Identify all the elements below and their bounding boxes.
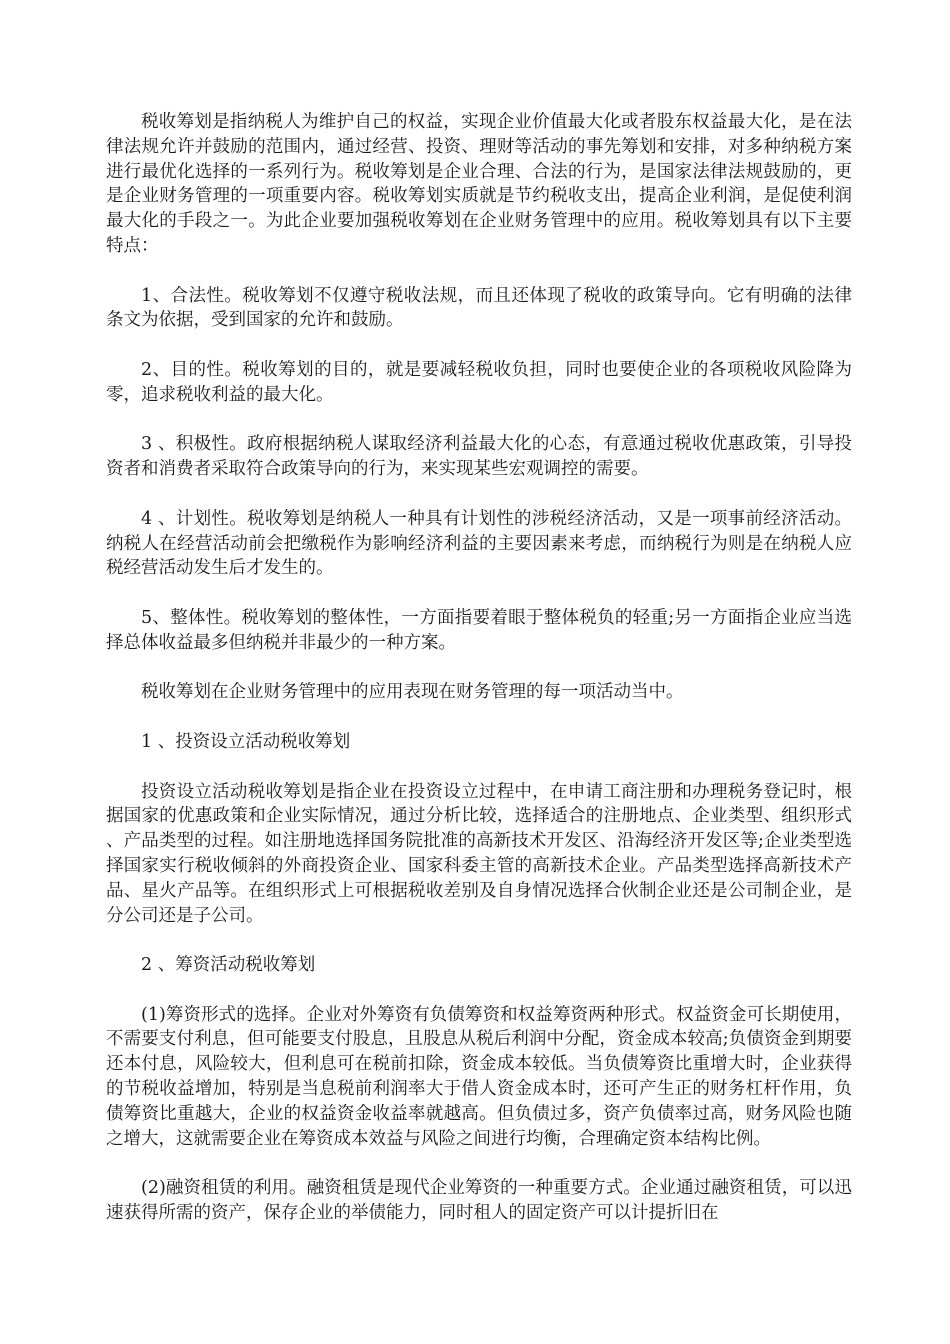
paragraph-feature-initiative: 3 、积极性。政府根据纳税人谋取经济利益最大化的心态，有意通过税收优惠政策，引导投资者和消费者采取符合政策导向的行为，来实现某些宏观调控的需要。 xyxy=(106,434,852,480)
paragraph-financing-form: (1)筹资形式的选择。企业对外筹资有负债筹资和权益筹资两种形式。权益资金可长期使用，不需要支付利息，但可能要支付股息，且股息从税后利润中分配，资金成本较高;负债资金到期要还本付息，风险较大，但利息可在税前扣除，资金成本较低。当负债筹资比重增大时，企业获得的节税收益增加，特别是当息税前利润率大于借人资金成本时，还可产生正的财务杠杆作用，负债筹资比重越大，企业的权益资金收益率就越高。但负债过多，资产负债率过高，财务风险也随之增大，这就需要企业在筹资成本效益与风险之间进行均衡，合理确定资本结构比例。 xyxy=(106,1004,852,1149)
section-heading-investment: 1 、投资设立活动税收筹划 xyxy=(141,731,351,752)
paragraph-feature-integrity: 5、整体性。税收筹划的整体性，一方面指要着眼于整体税负的轻重;另一方面指企业应当选择总体收益最多但纳税并非最少的一种方案。 xyxy=(106,607,852,653)
paragraph-intro: 税收筹划是指纳税人为维护自己的权益，实现企业价值最大化或者股东权益最大化，是在法律法规允许并鼓励的范围内，通过经营、投资、理财等活动的事先筹划和安排，对多种纳税方案进行最优化选择的一系列行为。税收筹划是企业合理、合法的行为，是国家法律法规鼓励的，更是企业财务管理的一项重要内容。税收筹划实质就是节约税收支出，提高企业利润，是促使利润最大化的手段之一。为此企业要加强税收筹划在企业财务管理中的应用。税收筹划具有以下主要特点： xyxy=(106,112,852,256)
paragraph-financing-lease: (2)融资租赁的利用。融资租赁是现代企业筹资的一种重要方式。企业通过融资租赁，可以迅速获得所需的资产，保存企业的举债能力，同时租人的固定资产可以计提折旧在 xyxy=(106,1178,852,1224)
paragraph-investment: 投资设立活动税收筹划是指企业在投资设立过程中，在申请工商注册和办理税务登记时，根据国家的优惠政策和企业实际情况，通过分析比较，选择适合的注册地点、企业类型、组织形式、产品类型的过程。如注册地选择国务院批准的高新技术开发区、沿海经济开发区等;企业类型选择国家实行税收倾斜的外商投资企业、国家科委主管的高新技术企业。产品类型选择高新技术产品、星火产品等。在组织形式上可根据税收差别及自身情况选择合伙制企业还是公司制企业，是分公司还是子公司。 xyxy=(106,781,852,926)
document-body xyxy=(106,110,852,1251)
paragraph-feature-legality: 1、合法性。税收筹划不仅遵守税收法规，而且还体现了税收的政策导向。它有明确的法律条文为依据，受到国家的允许和鼓励。 xyxy=(106,285,852,331)
paragraph-application-summary: 税收筹划在企业财务管理中的应用表现在财务管理的每一项活动当中。 xyxy=(141,682,684,703)
paragraph-feature-planning: 4 、计划性。税收筹划是纳税人一种具有计划性的涉税经济活动，又是一项事前经济活动。纳税人在经营活动前会把缴税作为影响经济利益的主要因素来考虑，而纳税行为则是在纳税人应税经营活动发生后才发生的。 xyxy=(106,508,852,579)
section-heading-financing: 2 、筹资活动税收筹划 xyxy=(141,955,316,976)
paragraph-feature-purpose: 2、目的性。税收筹划的目的，就是要减轻税收负担，同时也要使企业的各项税收风险降为零，追求税收利益的最大化。 xyxy=(106,359,852,405)
